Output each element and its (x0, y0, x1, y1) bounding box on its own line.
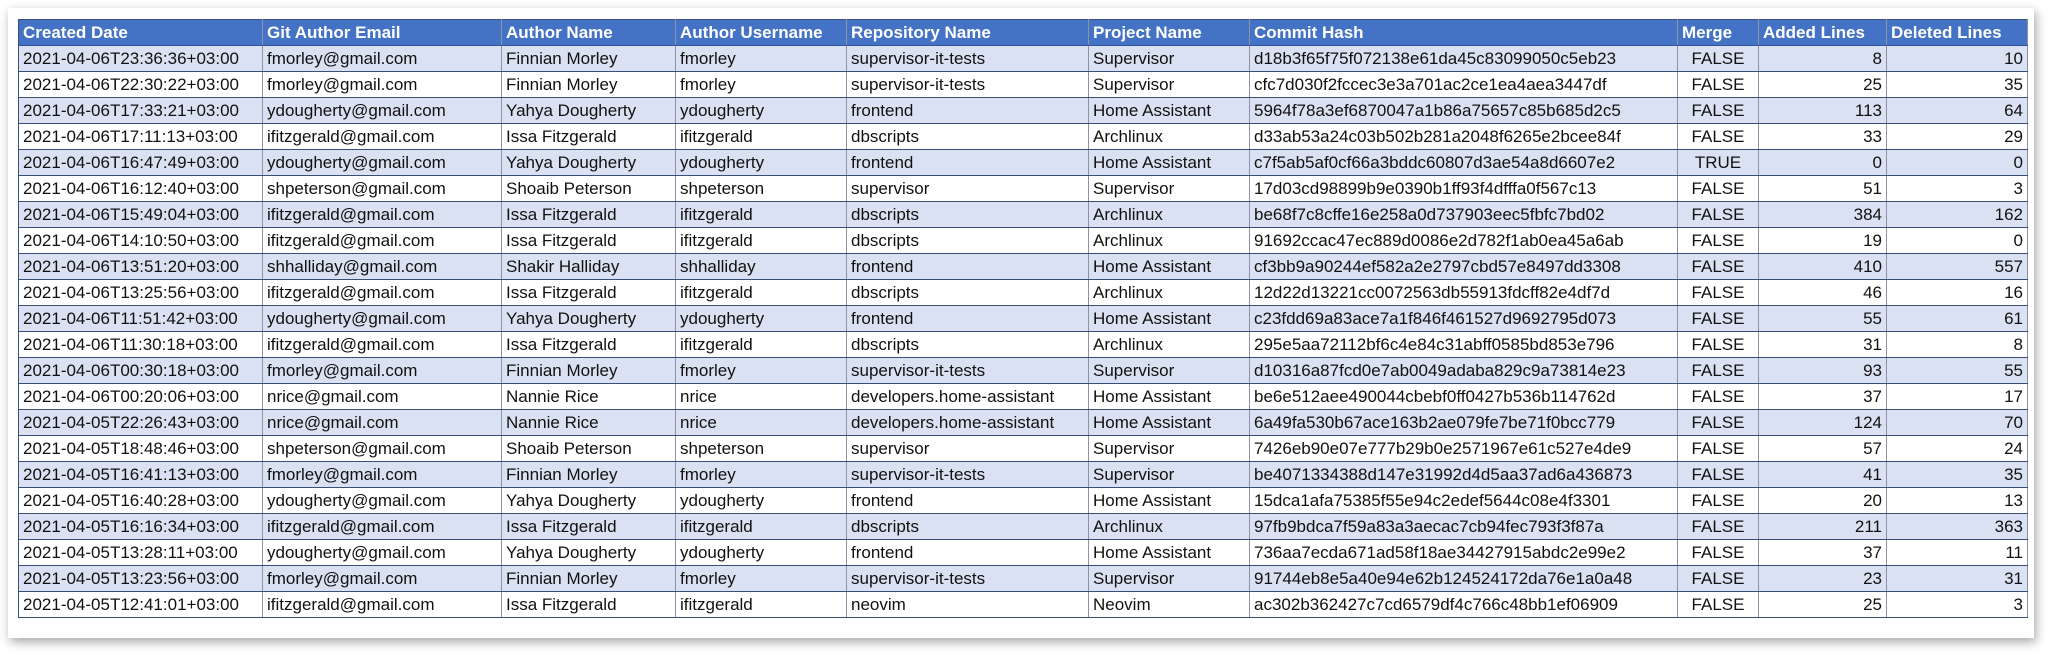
deleted-lines-cell[interactable]: 31 (1887, 566, 2028, 592)
table-row (19, 332, 2028, 358)
table-row (19, 410, 2028, 436)
added-lines-cell[interactable]: 23 (1759, 566, 1887, 592)
commit-hash-cell[interactable]: d33ab53a24c03b502b281a2048f6265e2bcee84f (1250, 124, 1678, 150)
author-email-cell[interactable]: ifitzgerald@gmail.com (263, 592, 502, 618)
project-name-cell[interactable]: Archlinux (1089, 332, 1250, 358)
author-email-cell[interactable]: fmorley@gmail.com (263, 566, 502, 592)
commit-hash-cell[interactable]: cf3bb9a90244ef582a2e2797cbd57e8497dd3308 (1250, 254, 1678, 280)
repository-name-cell[interactable]: supervisor-it-tests (847, 358, 1089, 384)
spreadsheet-panel (8, 8, 2034, 638)
project-name-cell[interactable]: Home Assistant (1089, 306, 1250, 332)
added-lines-cell[interactable]: 113 (1759, 98, 1887, 124)
deleted-lines-cell[interactable]: 61 (1887, 306, 2028, 332)
added-lines-cell[interactable]: 124 (1759, 410, 1887, 436)
repository-name-cell[interactable]: frontend (847, 98, 1089, 124)
project-name-cell[interactable]: Home Assistant (1089, 488, 1250, 514)
project-name-cell[interactable]: Supervisor (1089, 46, 1250, 72)
merge-cell[interactable]: FALSE (1678, 566, 1759, 592)
author-email-cell[interactable]: ydougherty@gmail.com (263, 488, 502, 514)
commit-hash-cell[interactable]: 17d03cd98899b9e0390b1ff93f4dfffa0f567c13 (1250, 176, 1678, 202)
commit-hash-cell[interactable]: d10316a87fcd0e7ab0049adaba829c9a73814e23 (1250, 358, 1678, 384)
merge-cell[interactable]: FALSE (1678, 410, 1759, 436)
project-name-cell[interactable]: Home Assistant (1089, 254, 1250, 280)
deleted-lines-cell[interactable]: 162 (1887, 202, 2028, 228)
repository-name-cell[interactable]: dbscripts (847, 514, 1089, 540)
project-name-cell[interactable]: Archlinux (1089, 124, 1250, 150)
project-name-cell[interactable]: Supervisor (1089, 176, 1250, 202)
deleted-lines-cell[interactable]: 13 (1887, 488, 2028, 514)
table-row (19, 306, 2028, 332)
repository-name-cell[interactable]: developers.home-assistant (847, 410, 1089, 436)
deleted-lines-cell[interactable]: 0 (1887, 228, 2028, 254)
table-row (19, 254, 2028, 280)
commit-hash-cell[interactable]: 97fb9bdca7f59a83a3aecac7cb94fec793f3f87a (1250, 514, 1678, 540)
author-username-cell[interactable]: ifitzgerald (676, 280, 847, 306)
repository-name-cell[interactable]: supervisor-it-tests (847, 566, 1089, 592)
author-email-cell[interactable]: fmorley@gmail.com (263, 46, 502, 72)
commit-hash-cell[interactable]: 91744eb8e5a40e94e62b124524172da76e1a0a48 (1250, 566, 1678, 592)
author-name-cell[interactable]: Nannie Rice (502, 410, 676, 436)
added-lines-cell[interactable]: 55 (1759, 306, 1887, 332)
deleted-lines-cell[interactable]: 11 (1887, 540, 2028, 566)
author-username-cell[interactable]: ifitzgerald (676, 228, 847, 254)
author-name-cell[interactable]: Shoaib Peterson (502, 176, 676, 202)
merge-cell[interactable]: FALSE (1678, 98, 1759, 124)
author-username-cell[interactable]: ydougherty (676, 540, 847, 566)
added-lines-cell[interactable]: 410 (1759, 254, 1887, 280)
table-row (19, 176, 2028, 202)
author-name-cell[interactable]: Finnian Morley (502, 358, 676, 384)
table-row (19, 358, 2028, 384)
created-date-cell[interactable]: 2021-04-05T13:23:56+03:00 (19, 566, 263, 592)
author-username-cell[interactable]: shhalliday (676, 254, 847, 280)
author-username-cell[interactable]: fmorley (676, 46, 847, 72)
column-header-author-name[interactable]: Author Name (502, 20, 676, 46)
added-lines-cell[interactable]: 25 (1759, 72, 1887, 98)
repository-name-cell[interactable]: dbscripts (847, 228, 1089, 254)
repository-name-cell[interactable]: supervisor (847, 436, 1089, 462)
author-email-cell[interactable]: nrice@gmail.com (263, 410, 502, 436)
column-header-git-author-email[interactable]: Git Author Email (263, 20, 502, 46)
deleted-lines-cell[interactable]: 35 (1887, 72, 2028, 98)
merge-cell[interactable]: FALSE (1678, 384, 1759, 410)
created-date-cell[interactable]: 2021-04-05T13:28:11+03:00 (19, 540, 263, 566)
author-username-cell[interactable]: ydougherty (676, 306, 847, 332)
added-lines-cell[interactable]: 211 (1759, 514, 1887, 540)
created-date-cell[interactable]: 2021-04-06T16:12:40+03:00 (19, 176, 263, 202)
commit-hash-cell[interactable]: 91692ccac47ec889d0086e2d782f1ab0ea45a6ab (1250, 228, 1678, 254)
deleted-lines-cell[interactable]: 24 (1887, 436, 2028, 462)
merge-cell[interactable]: FALSE (1678, 462, 1759, 488)
added-lines-cell[interactable]: 20 (1759, 488, 1887, 514)
column-header-author-username[interactable]: Author Username (676, 20, 847, 46)
deleted-lines-cell[interactable]: 17 (1887, 384, 2028, 410)
created-date-cell[interactable]: 2021-04-05T16:16:34+03:00 (19, 514, 263, 540)
author-username-cell[interactable]: ydougherty (676, 98, 847, 124)
author-username-cell[interactable]: fmorley (676, 566, 847, 592)
table-row (19, 488, 2028, 514)
created-date-cell[interactable]: 2021-04-06T00:30:18+03:00 (19, 358, 263, 384)
deleted-lines-cell[interactable]: 0 (1887, 150, 2028, 176)
created-date-cell[interactable]: 2021-04-06T22:30:22+03:00 (19, 72, 263, 98)
column-header-project-name[interactable]: Project Name (1089, 20, 1250, 46)
author-email-cell[interactable]: fmorley@gmail.com (263, 462, 502, 488)
merge-cell[interactable]: FALSE (1678, 72, 1759, 98)
created-date-cell[interactable]: 2021-04-06T17:33:21+03:00 (19, 98, 263, 124)
project-name-cell[interactable]: Supervisor (1089, 566, 1250, 592)
commit-hash-cell[interactable]: 6a49fa530b67ace163b2ae079fe7be71f0bcc779 (1250, 410, 1678, 436)
created-date-cell[interactable]: 2021-04-06T14:10:50+03:00 (19, 228, 263, 254)
table-row (19, 280, 2028, 306)
merge-cell[interactable]: FALSE (1678, 228, 1759, 254)
merge-cell[interactable]: FALSE (1678, 332, 1759, 358)
deleted-lines-cell[interactable]: 29 (1887, 124, 2028, 150)
commit-hash-cell[interactable]: be6e512aee490044cbebf0ff0427b536b114762d (1250, 384, 1678, 410)
author-email-cell[interactable]: fmorley@gmail.com (263, 72, 502, 98)
created-date-cell[interactable]: 2021-04-05T22:26:43+03:00 (19, 410, 263, 436)
deleted-lines-cell[interactable]: 10 (1887, 46, 2028, 72)
author-username-cell[interactable]: ifitzgerald (676, 332, 847, 358)
project-name-cell[interactable]: Supervisor (1089, 436, 1250, 462)
repository-name-cell[interactable]: frontend (847, 306, 1089, 332)
author-name-cell[interactable]: Yahya Dougherty (502, 540, 676, 566)
created-date-cell[interactable]: 2021-04-06T16:47:49+03:00 (19, 150, 263, 176)
repository-name-cell[interactable]: dbscripts (847, 332, 1089, 358)
author-name-cell[interactable]: Issa Fitzgerald (502, 332, 676, 358)
author-email-cell[interactable]: ydougherty@gmail.com (263, 540, 502, 566)
author-email-cell[interactable]: shpeterson@gmail.com (263, 176, 502, 202)
table-row (19, 228, 2028, 254)
merge-cell[interactable]: FALSE (1678, 280, 1759, 306)
added-lines-cell[interactable]: 51 (1759, 176, 1887, 202)
added-lines-cell[interactable]: 33 (1759, 124, 1887, 150)
created-date-cell[interactable]: 2021-04-05T16:41:13+03:00 (19, 462, 263, 488)
project-name-cell[interactable]: Supervisor (1089, 72, 1250, 98)
column-header-created-date[interactable]: Created Date (19, 20, 263, 46)
project-name-cell[interactable]: Supervisor (1089, 358, 1250, 384)
added-lines-cell[interactable]: 8 (1759, 46, 1887, 72)
deleted-lines-cell[interactable]: 16 (1887, 280, 2028, 306)
table-row (19, 98, 2028, 124)
author-email-cell[interactable]: shhalliday@gmail.com (263, 254, 502, 280)
deleted-lines-cell[interactable]: 35 (1887, 462, 2028, 488)
deleted-lines-cell[interactable]: 8 (1887, 332, 2028, 358)
added-lines-cell[interactable]: 46 (1759, 280, 1887, 306)
created-date-cell[interactable]: 2021-04-06T00:20:06+03:00 (19, 384, 263, 410)
repository-name-cell[interactable]: dbscripts (847, 202, 1089, 228)
commit-hash-cell[interactable]: be68f7c8cffe16e258a0d737903eec5fbfc7bd02 (1250, 202, 1678, 228)
deleted-lines-cell[interactable]: 3 (1887, 176, 2028, 202)
author-name-cell[interactable]: Yahya Dougherty (502, 150, 676, 176)
author-email-cell[interactable]: shpeterson@gmail.com (263, 436, 502, 462)
commits-table (18, 19, 2028, 618)
author-name-cell[interactable]: Issa Fitzgerald (502, 228, 676, 254)
added-lines-cell[interactable]: 25 (1759, 592, 1887, 618)
added-lines-cell[interactable]: 31 (1759, 332, 1887, 358)
author-username-cell[interactable]: ydougherty (676, 150, 847, 176)
author-name-cell[interactable]: Issa Fitzgerald (502, 280, 676, 306)
author-name-cell[interactable]: Finnian Morley (502, 46, 676, 72)
added-lines-cell[interactable]: 93 (1759, 358, 1887, 384)
created-date-cell[interactable]: 2021-04-06T23:36:36+03:00 (19, 46, 263, 72)
author-email-cell[interactable]: ifitzgerald@gmail.com (263, 280, 502, 306)
header-row (19, 20, 2028, 46)
column-header-merge[interactable]: Merge (1678, 20, 1759, 46)
author-email-cell[interactable]: ydougherty@gmail.com (263, 98, 502, 124)
deleted-lines-cell[interactable]: 3 (1887, 592, 2028, 618)
added-lines-cell[interactable]: 37 (1759, 384, 1887, 410)
project-name-cell[interactable]: Neovim (1089, 592, 1250, 618)
project-name-cell[interactable]: Archlinux (1089, 202, 1250, 228)
project-name-cell[interactable]: Home Assistant (1089, 150, 1250, 176)
author-name-cell[interactable]: Yahya Dougherty (502, 306, 676, 332)
deleted-lines-cell[interactable]: 64 (1887, 98, 2028, 124)
commit-hash-cell[interactable]: 7426eb90e07e777b29b0e2571967e61c527e4de9 (1250, 436, 1678, 462)
created-date-cell[interactable]: 2021-04-06T13:25:56+03:00 (19, 280, 263, 306)
table-row (19, 436, 2028, 462)
author-username-cell[interactable]: ifitzgerald (676, 124, 847, 150)
author-name-cell[interactable]: Finnian Morley (502, 72, 676, 98)
repository-name-cell[interactable]: dbscripts (847, 124, 1089, 150)
repository-name-cell[interactable]: supervisor-it-tests (847, 46, 1089, 72)
author-username-cell[interactable]: shpeterson (676, 176, 847, 202)
deleted-lines-cell[interactable]: 55 (1887, 358, 2028, 384)
column-header-deleted-lines[interactable]: Deleted Lines (1887, 20, 2028, 46)
project-name-cell[interactable]: Archlinux (1089, 514, 1250, 540)
repository-name-cell[interactable]: frontend (847, 150, 1089, 176)
author-username-cell[interactable]: ifitzgerald (676, 592, 847, 618)
created-date-cell[interactable]: 2021-04-06T13:51:20+03:00 (19, 254, 263, 280)
repository-name-cell[interactable]: dbscripts (847, 280, 1089, 306)
table-row (19, 514, 2028, 540)
table-row (19, 72, 2028, 98)
author-email-cell[interactable]: fmorley@gmail.com (263, 358, 502, 384)
repository-name-cell[interactable]: supervisor-it-tests (847, 462, 1089, 488)
added-lines-cell[interactable]: 37 (1759, 540, 1887, 566)
author-name-cell[interactable]: Issa Fitzgerald (502, 592, 676, 618)
author-username-cell[interactable]: ifitzgerald (676, 514, 847, 540)
project-name-cell[interactable]: Archlinux (1089, 280, 1250, 306)
author-name-cell[interactable]: Nannie Rice (502, 384, 676, 410)
created-date-cell[interactable]: 2021-04-05T12:41:01+03:00 (19, 592, 263, 618)
merge-cell[interactable]: FALSE (1678, 436, 1759, 462)
author-username-cell[interactable]: shpeterson (676, 436, 847, 462)
merge-cell[interactable]: TRUE (1678, 150, 1759, 176)
author-name-cell[interactable]: Finnian Morley (502, 462, 676, 488)
table-body (19, 46, 2028, 618)
author-name-cell[interactable]: Yahya Dougherty (502, 98, 676, 124)
merge-cell[interactable]: FALSE (1678, 358, 1759, 384)
author-email-cell[interactable]: ydougherty@gmail.com (263, 306, 502, 332)
commit-hash-cell[interactable]: c23fdd69a83ace7a1f846f461527d9692795d073 (1250, 306, 1678, 332)
author-name-cell[interactable]: Shakir Halliday (502, 254, 676, 280)
repository-name-cell[interactable]: frontend (847, 254, 1089, 280)
author-username-cell[interactable]: fmorley (676, 462, 847, 488)
project-name-cell[interactable]: Home Assistant (1089, 540, 1250, 566)
merge-cell[interactable]: FALSE (1678, 202, 1759, 228)
merge-cell[interactable]: FALSE (1678, 176, 1759, 202)
repository-name-cell[interactable]: supervisor-it-tests (847, 72, 1089, 98)
merge-cell[interactable]: FALSE (1678, 254, 1759, 280)
author-username-cell[interactable]: nrice (676, 384, 847, 410)
deleted-lines-cell[interactable]: 557 (1887, 254, 2028, 280)
table-row (19, 124, 2028, 150)
commit-hash-cell[interactable]: cfc7d030f2fccec3e3a701ac2ce1ea4aea3447df (1250, 72, 1678, 98)
author-username-cell[interactable]: fmorley (676, 358, 847, 384)
column-header-commit-hash[interactable]: Commit Hash (1250, 20, 1678, 46)
author-name-cell[interactable]: Shoaib Peterson (502, 436, 676, 462)
added-lines-cell[interactable]: 384 (1759, 202, 1887, 228)
merge-cell[interactable]: FALSE (1678, 46, 1759, 72)
merge-cell[interactable]: FALSE (1678, 514, 1759, 540)
merge-cell[interactable]: FALSE (1678, 488, 1759, 514)
table-row (19, 202, 2028, 228)
author-name-cell[interactable]: Finnian Morley (502, 566, 676, 592)
table-row (19, 462, 2028, 488)
added-lines-cell[interactable]: 41 (1759, 462, 1887, 488)
repository-name-cell[interactable]: neovim (847, 592, 1089, 618)
author-username-cell[interactable]: fmorley (676, 72, 847, 98)
table-row (19, 384, 2028, 410)
created-date-cell[interactable]: 2021-04-06T15:49:04+03:00 (19, 202, 263, 228)
commit-hash-cell[interactable]: 15dca1afa75385f55e94c2edef5644c08e4f3301 (1250, 488, 1678, 514)
author-name-cell[interactable]: Issa Fitzgerald (502, 124, 676, 150)
author-username-cell[interactable]: ydougherty (676, 488, 847, 514)
author-email-cell[interactable]: nrice@gmail.com (263, 384, 502, 410)
table-row (19, 592, 2028, 618)
created-date-cell[interactable]: 2021-04-05T18:48:46+03:00 (19, 436, 263, 462)
merge-cell[interactable]: FALSE (1678, 540, 1759, 566)
author-username-cell[interactable]: nrice (676, 410, 847, 436)
commit-hash-cell[interactable]: ac302b362427c7cd6579df4c766c48bb1ef06909 (1250, 592, 1678, 618)
commit-hash-cell[interactable]: be4071334388d147e31992d4d5aa37ad6a436873 (1250, 462, 1678, 488)
added-lines-cell[interactable]: 57 (1759, 436, 1887, 462)
project-name-cell[interactable]: Archlinux (1089, 228, 1250, 254)
commit-hash-cell[interactable]: 736aa7ecda671ad58f18ae34427915abdc2e99e2 (1250, 540, 1678, 566)
merge-cell[interactable]: FALSE (1678, 592, 1759, 618)
deleted-lines-cell[interactable]: 363 (1887, 514, 2028, 540)
commit-hash-cell[interactable]: 12d22d13221cc0072563db55913fdcff82e4df7d (1250, 280, 1678, 306)
commit-hash-cell[interactable]: c7f5ab5af0cf66a3bddc60807d3ae54a8d6607e2 (1250, 150, 1678, 176)
commit-hash-cell[interactable]: d18b3f65f75f072138e61da45c83099050c5eb23 (1250, 46, 1678, 72)
project-name-cell[interactable]: Home Assistant (1089, 384, 1250, 410)
author-email-cell[interactable]: ifitzgerald@gmail.com (263, 332, 502, 358)
author-email-cell[interactable]: ifitzgerald@gmail.com (263, 228, 502, 254)
author-name-cell[interactable]: Yahya Dougherty (502, 488, 676, 514)
deleted-lines-cell[interactable]: 70 (1887, 410, 2028, 436)
merge-cell[interactable]: FALSE (1678, 124, 1759, 150)
created-date-cell[interactable]: 2021-04-06T17:11:13+03:00 (19, 124, 263, 150)
created-date-cell[interactable]: 2021-04-06T11:30:18+03:00 (19, 332, 263, 358)
author-username-cell[interactable]: ifitzgerald (676, 202, 847, 228)
table-row (19, 566, 2028, 592)
author-name-cell[interactable]: Issa Fitzgerald (502, 202, 676, 228)
project-name-cell[interactable]: Home Assistant (1089, 98, 1250, 124)
repository-name-cell[interactable]: frontend (847, 488, 1089, 514)
project-name-cell[interactable]: Supervisor (1089, 462, 1250, 488)
table-row (19, 540, 2028, 566)
table-row (19, 46, 2028, 72)
created-date-cell[interactable]: 2021-04-05T16:40:28+03:00 (19, 488, 263, 514)
author-email-cell[interactable]: ifitzgerald@gmail.com (263, 514, 502, 540)
project-name-cell[interactable]: Home Assistant (1089, 410, 1250, 436)
repository-name-cell[interactable]: supervisor (847, 176, 1089, 202)
commit-hash-cell[interactable]: 5964f78a3ef6870047a1b86a75657c85b685d2c5 (1250, 98, 1678, 124)
author-email-cell[interactable]: ifitzgerald@gmail.com (263, 202, 502, 228)
created-date-cell[interactable]: 2021-04-06T11:51:42+03:00 (19, 306, 263, 332)
column-header-added-lines[interactable]: Added Lines (1759, 20, 1887, 46)
author-name-cell[interactable]: Issa Fitzgerald (502, 514, 676, 540)
author-email-cell[interactable]: ydougherty@gmail.com (263, 150, 502, 176)
table-row (19, 150, 2028, 176)
repository-name-cell[interactable]: frontend (847, 540, 1089, 566)
added-lines-cell[interactable]: 19 (1759, 228, 1887, 254)
author-email-cell[interactable]: ifitzgerald@gmail.com (263, 124, 502, 150)
added-lines-cell[interactable]: 0 (1759, 150, 1887, 176)
commit-hash-cell[interactable]: 295e5aa72112bf6c4e84c31abff0585bd853e796 (1250, 332, 1678, 358)
repository-name-cell[interactable]: developers.home-assistant (847, 384, 1089, 410)
column-header-repository-name[interactable]: Repository Name (847, 20, 1089, 46)
merge-cell[interactable]: FALSE (1678, 306, 1759, 332)
